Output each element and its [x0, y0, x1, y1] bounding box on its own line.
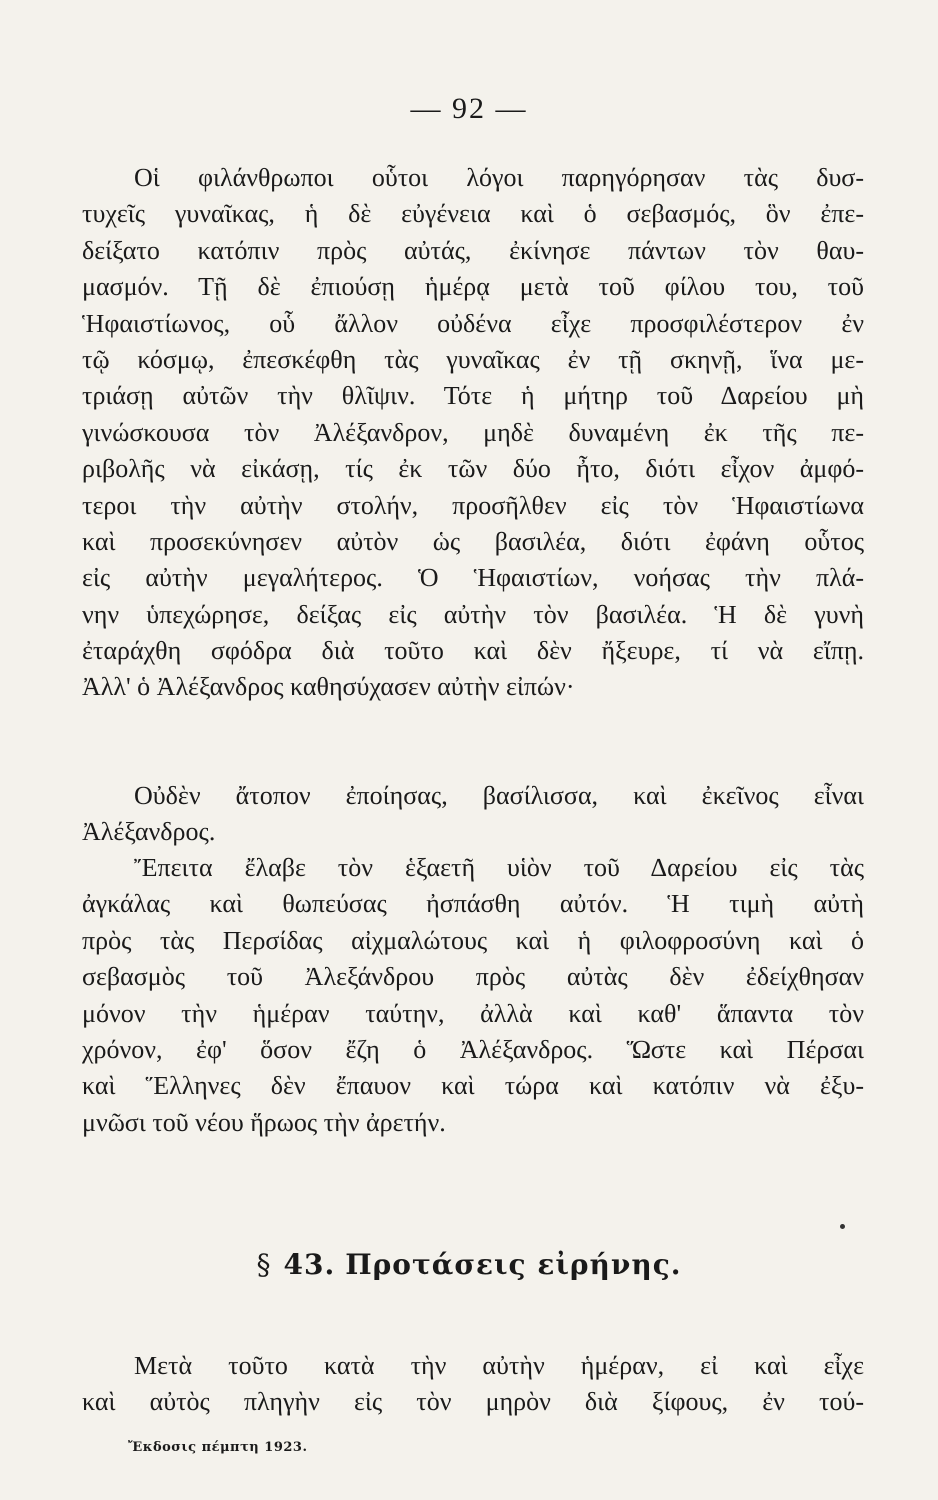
text-line: πρὸς τὰς Περσίδας αἰχμαλώτους καὶ ἡ φιλοφροσύνη καὶ ὁ — [82, 925, 864, 955]
ink-dot — [840, 1224, 845, 1229]
text-line: νην ὑπεχώρησε, δείξας εἰς αὐτὴν τὸν βασιλέα. Ἡ δὲ γυνὴ — [82, 599, 864, 629]
section-title: Προτάσεις εἰρήνης. — [345, 1248, 682, 1281]
section-number: 43. — [283, 1248, 336, 1281]
text-line: μόνον τὴν ἡμέραν ταύτην, ἀλλὰ καὶ καθ' ἅπαντα τὸν — [82, 998, 864, 1028]
text-line: τριάσῃ αὐτῶν τὴν θλῖψιν. Τότε ἡ μήτηρ τοῦ Δαρείου μὴ — [82, 381, 864, 411]
text-line: ἐταράχθη σφόδρα διὰ τοῦτο καὶ δὲν ἤξευρε, τί νὰ εἴπῃ. — [82, 636, 864, 666]
text-line: ριβολῆς νὰ εἰκάσῃ, τίς ἐκ τῶν δύο ἦτο, διότι εἶχον ἀμφό- — [82, 454, 864, 484]
text-line: χρόνον, ἐφ' ὅσον ἔζη ὁ Ἀλέξανδρος. Ὥστε καὶ Πέρσαι — [82, 1034, 864, 1064]
text-line: δείξατο κατόπιν πρὸς αὐτάς, ἐκίνησε πάντων τὸν θαυ- — [82, 235, 864, 265]
text-line: Ἔπειτα ἔλαβε τὸν ἑξαετῆ υἱὸν τοῦ Δαρείου εἰς τὰς — [134, 853, 864, 882]
text-line: τῷ κόσμῳ, ἐπεσκέφθη τὰς γυναῖκας ἐν τῇ σκηνῇ, ἵνα με- — [82, 344, 864, 374]
text-line: καὶ αὐτὸς πληγὴν εἰς τὸν μηρὸν διὰ ξίφους, ἐν τού- — [82, 1387, 864, 1417]
text-line: Ἀλλ' ὁ Ἀλέξανδρος καθησύχασεν αὐτὴν εἰπών· — [82, 672, 575, 702]
section-symbol: § — [256, 1248, 272, 1281]
paragraph-1 — [82, 160, 864, 706]
text-line: μνῶσι τοῦ νέου ἥρωος τὴν ἀρετήν. — [82, 1107, 446, 1137]
text-line: σεβασμὸς τοῦ Ἀλεξάνδρου πρὸς αὐτὰς δὲν ἐδείχθησαν — [82, 962, 864, 992]
text-line: καὶ προσεκύνησεν αὐτὸν ὡς βασιλέα, διότι ἐφάνη οὗτος — [82, 526, 864, 556]
text-line: τεροι τὴν αὐτὴν στολήν, προσῆλθεν εἰς τὸν Ἡφαιστίωνα — [82, 490, 864, 520]
text-line: Ἡφαιστίωνος, οὗ ἄλλον οὐδένα εἶχε προσφιλέστερον ἐν — [82, 308, 864, 338]
text-line: τυχεῖς γυναῖκας, ἡ δὲ εὐγένεια καὶ ὁ σεβασμός, ὃν ἐπε- — [82, 199, 864, 229]
text-line: μασμόν. Τῇ δὲ ἐπιούσῃ ἡμέρᾳ μετὰ τοῦ φίλου του, τοῦ — [82, 272, 864, 302]
page-number: — 92 — — [410, 92, 528, 125]
text-line: ἀγκάλας καὶ θωπεύσας ἠσπάσθη αὐτόν. Ἡ τιμὴ αὐτὴ — [82, 889, 864, 919]
text-line: καὶ Ἕλληνες δὲν ἔπαυον καὶ τώρα καὶ κατόπιν νὰ ἐξυ- — [82, 1071, 864, 1101]
paragraph-2 — [82, 778, 864, 851]
text-line: Οὐδὲν ἄτοπον ἐποίησας, βασίλισσα, καὶ ἐκεῖνος εἶναι — [134, 781, 864, 810]
text-line: γινώσκουσα τὸν Ἀλέξανδρον, μηδὲ δυναμένη ἐκ τῆς πε- — [82, 417, 864, 447]
edition-footnote: Ἔκδοσις πέμπτη 1923. — [128, 1440, 308, 1455]
text-line: Μετὰ τοῦτο κατὰ τὴν αὐτὴν ἡμέραν, εἰ καὶ εἶχε — [134, 1351, 864, 1380]
paragraph-3 — [82, 850, 864, 1141]
paragraph-4 — [82, 1348, 864, 1421]
text-line: Ἀλέξανδρος. — [82, 817, 216, 847]
section-heading — [0, 1248, 938, 1281]
text-line: Οἱ φιλάνθρωποι οὗτοι λόγοι παρηγόρησαν τὰς δυσ- — [134, 163, 864, 192]
text-line: εἰς αὐτὴν μεγαλήτερος. Ὁ Ἡφαιστίων, νοήσας τὴν πλά- — [82, 563, 864, 593]
